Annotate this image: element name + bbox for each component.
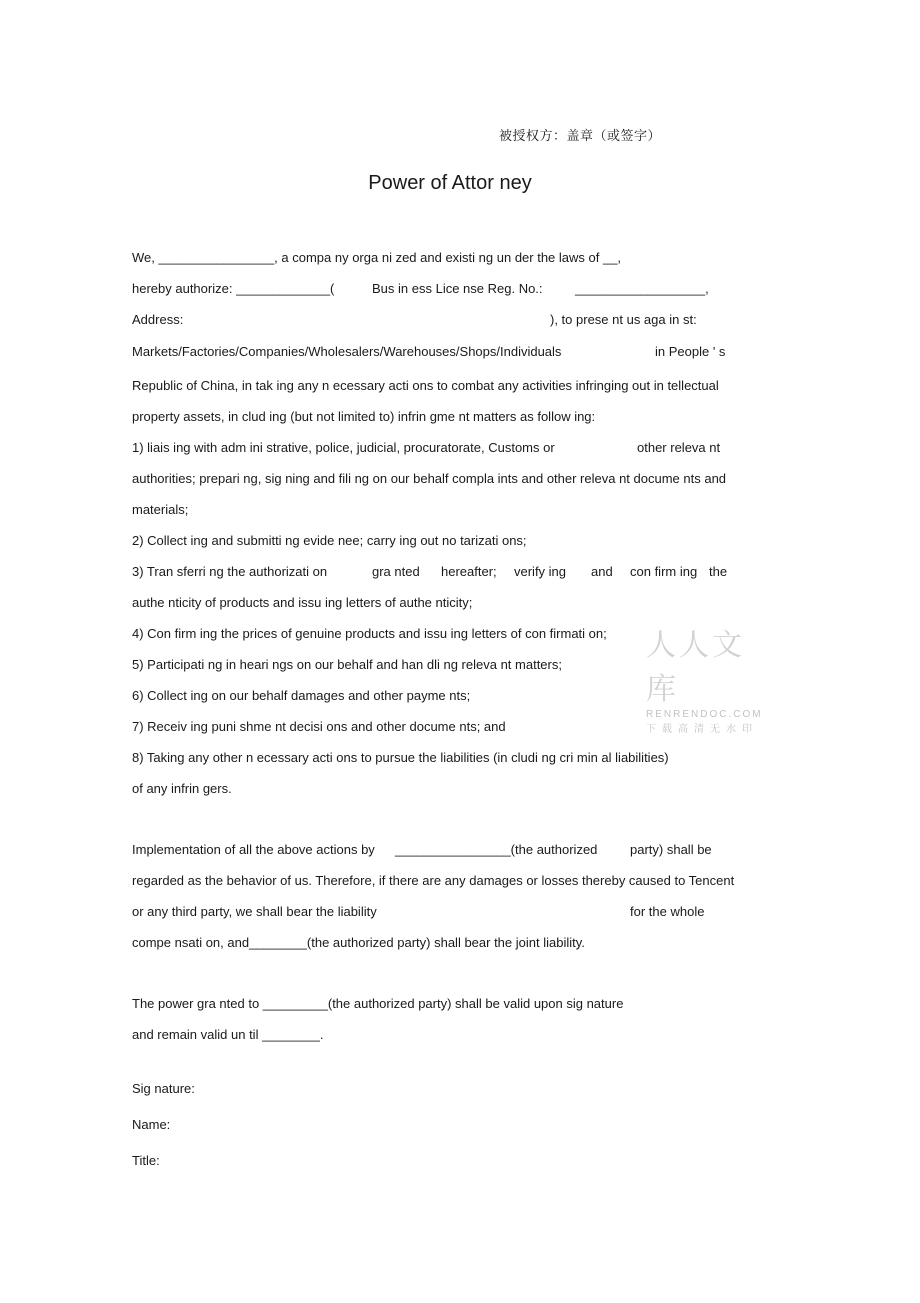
authorize-blank: hereby authorize: _____________(	[132, 281, 335, 296]
item3-line2: authe nticity of products and issu ing letters of authe nticity;	[132, 595, 473, 610]
address-tail: ), to prese nt us aga in st:	[550, 312, 697, 327]
para1-line5: Republic of China, in tak ing any n ecessary acti ons to combat any activities infringing out in tellectual	[132, 378, 719, 393]
para2-line4: compe nsati on, and________(the authorized party) shall bear the joint liability.	[132, 935, 585, 950]
item1-line3: materials;	[132, 502, 189, 517]
item2: 2) Collect ing and submitti ng evide nee; carry ing out no tarizati ons;	[132, 533, 527, 548]
para3-line2: and remain valid un til ________.	[132, 1027, 324, 1042]
para2-part1: Implementation of all the above actions by	[132, 842, 375, 857]
license-blank: __________________,	[575, 281, 709, 296]
para2-whole: for the whole	[630, 904, 705, 919]
signature-label: Sig nature:	[132, 1081, 195, 1096]
para2-part3: party) shall be	[630, 842, 712, 857]
item1-line2: authorities; prepari ng, sig ning and fili ng on our behalf compla ints and other releva nt docume nts and	[132, 471, 727, 486]
item7: 7) Receiv ing puni shme nt decisi ons and other docume nts; and	[132, 719, 506, 734]
header-seal-note: 被授权方：盖章（或签字）	[499, 128, 662, 143]
item3-part2: gra nted	[372, 564, 420, 579]
item6: 6) Collect ing on our behalf damages and other payme nts;	[132, 688, 471, 703]
address-label: Address:	[132, 312, 184, 327]
item3-part1: 3) Tran sferri ng the authorizati on	[132, 564, 328, 579]
item3-part7: the	[709, 564, 728, 579]
para2-liability: or any third party, we shall bear the liability	[132, 904, 377, 919]
item1-text: 1) liais ing with adm ini strative, police, judicial, procuratorate, Customs or	[132, 440, 555, 455]
watermark-main: 人人文库	[646, 628, 745, 707]
para2-part2: ________________(the authorized	[395, 842, 598, 857]
watermark-logo	[646, 620, 774, 735]
item4: 4) Con firm ing the prices of genuine products and issu ing letters of con firmati on;	[132, 626, 607, 641]
name-label: Name:	[132, 1117, 171, 1132]
item3-part5: and	[591, 564, 613, 579]
item3-part6: con firm ing	[630, 564, 698, 579]
watermark-domain: RENRENDOC.COM	[646, 709, 763, 720]
para3-line1: The power gra nted to _________(the authorized party) shall be valid upon sig nature	[132, 996, 624, 1011]
peoples-label: in People ' s	[655, 344, 726, 359]
item8-line2: of any infrin gers.	[132, 781, 232, 796]
para1-line6: property assets, in clud ing (but not limited to) infrin gme nt matters as follow ing:	[132, 409, 596, 424]
item5: 5) Participati ng in heari ngs on our behalf and han dli ng releva nt matters;	[132, 657, 562, 672]
para1-line1: We, ________________, a compa ny orga ni zed and existi ng un der the laws of __,	[132, 250, 622, 265]
watermark-slogan: 下载高清无水印	[646, 724, 758, 735]
targets-list: Markets/Factories/Companies/Wholesalers/Warehouses/Shops/Individuals	[132, 344, 562, 359]
item8-line1: 8) Taking any other n ecessary acti ons to pursue the liabilities (in cludi ng cri min al liabilities)	[132, 750, 669, 765]
license-label: Bus in ess Lice nse Reg. No.:	[372, 281, 543, 296]
para2-line2: regarded as the behavior of us. Therefore, if there are any damages or losses thereby caused to Tencent	[132, 873, 735, 888]
item3-part3: hereafter;	[441, 564, 497, 579]
document-title: Power of Attor ney	[368, 172, 532, 194]
title-label: Title:	[132, 1153, 160, 1168]
item1-tail: other releva nt	[637, 440, 721, 455]
item3-part4: verify ing	[514, 564, 567, 579]
